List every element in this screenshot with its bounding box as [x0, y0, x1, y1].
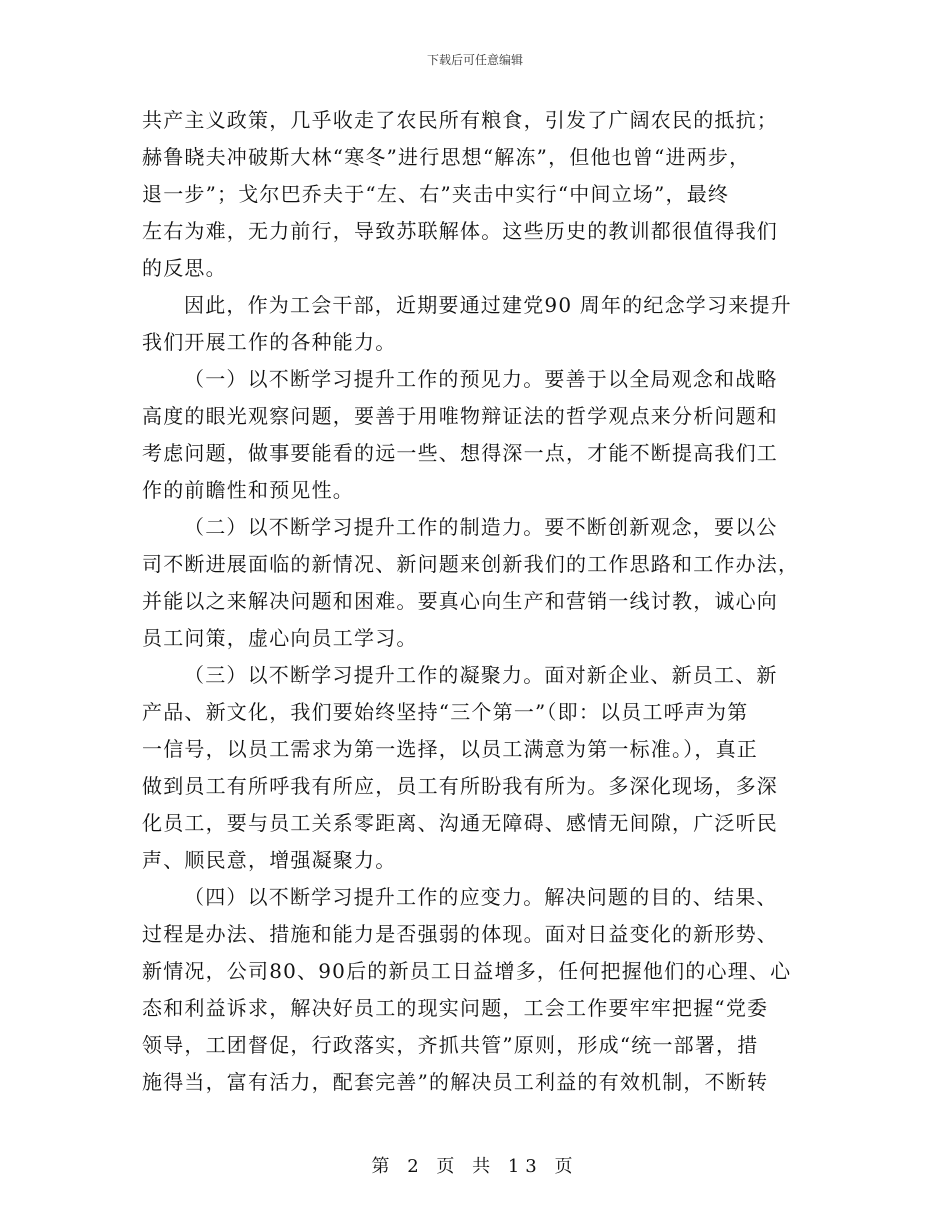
- text-line: 的反思。: [142, 256, 227, 280]
- text-line: 员工问策，虚心向员工学习。: [142, 626, 418, 650]
- paragraph-start-line: 因此，作为工会干部，近期要通过建党90 周年的纪念学习来提升: [184, 293, 792, 317]
- text-line: 声、顺民意，增强凝聚力。: [142, 848, 397, 872]
- page-header-note: 下载后可任意编辑: [426, 53, 523, 67]
- text-line: 高度的眼光观察问题，要善于用唯物辩证法的哲学观点来分析问题和: [142, 404, 778, 428]
- text-line: 领导，工团督促，行政落实，齐抓共管”原则，形成“统一部署，措: [142, 1033, 759, 1057]
- paragraph-start-line: （二）以不断学习提升工作的制造力。要不断创新观念，要以公: [184, 515, 778, 539]
- document-body: [142, 102, 812, 1101]
- text-line: 产品、新文化，我们要始终坚持“三个第一”（即：以员工呼声为第: [142, 700, 749, 724]
- text-line: 一信号，以员工需求为第一选择，以员工满意为第一标准。），真正: [142, 737, 758, 761]
- text-line: 左右为难，无力前行，导致苏联解体。这些历史的教训都很值得我们: [142, 219, 778, 243]
- text-line: 并能以之来解决问题和困难。要真心向生产和营销一线讨教，诚心向: [142, 589, 778, 613]
- text-line: 司不断进展面临的新情况、新问题来创新我们的工作思路和工作办法，: [142, 552, 800, 576]
- text-line: 赫鲁晓夫冲破斯大林“寒冬”进行思想“解冻”，但他也曾“进两步，: [142, 145, 751, 169]
- text-line: 共产主义政策，几乎收走了农民所有粮食，引发了广阔农民的抵抗；: [142, 108, 778, 132]
- text-line: 我们开展工作的各种能力。: [142, 330, 397, 354]
- page-number-footer: 第 2 页 共 13 页: [371, 1156, 579, 1177]
- text-line: 过程是办法、措施和能力是否强弱的体现。面对日益变化的新形势、: [142, 922, 778, 946]
- paragraph-start-line: （一）以不断学习提升工作的预见力。要善于以全局观念和战略: [184, 367, 778, 391]
- paragraph-start-line: （三）以不断学习提升工作的凝聚力。面对新企业、新员工、新: [184, 663, 778, 687]
- text-line: 新情况，公司80、90后的新员工日益增多，任何把握他们的心理、心: [142, 959, 792, 983]
- text-line: 态和利益诉求，解决好员工的现实问题，工会工作要牢牢把握“党委: [142, 996, 769, 1020]
- text-line: 考虑问题，做事要能看的远一些、想得深一点，才能不断提高我们工: [142, 441, 778, 465]
- text-line: 作的前瞻性和预见性。: [142, 478, 354, 502]
- text-line: 退一步”；戈尔巴乔夫于“左、右”夹击中实行“中间立场”，最终: [142, 182, 730, 206]
- text-line: 做到员工有所呼我有所应，员工有所盼我有所为。多深化现场，多深: [142, 774, 778, 798]
- paragraph-start-line: （四）以不断学习提升工作的应变力。解决问题的目的、结果、: [184, 885, 778, 909]
- text-line: 化员工，要与员工关系零距离、沟通无障碍、感情无间隙，广泛听民: [142, 811, 778, 835]
- text-line: 施得当，富有活力，配套完善”的解决员工利益的有效机制，不断转: [142, 1070, 769, 1094]
